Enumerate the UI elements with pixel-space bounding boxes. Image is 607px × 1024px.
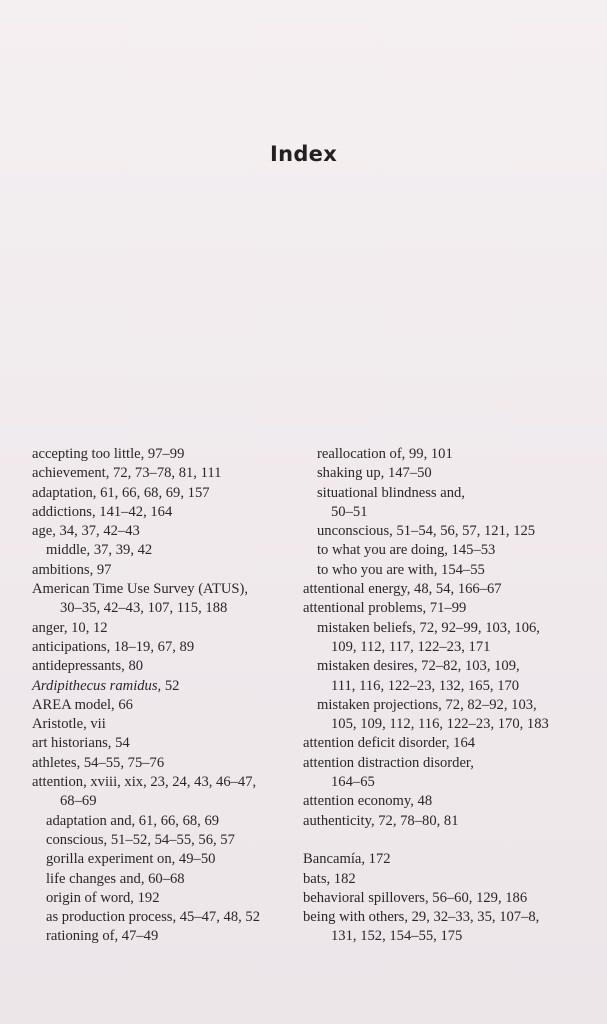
index-entry-text: Aristotle, vii <box>32 716 106 733</box>
index-entry-text: accepting too little, 97–99 <box>32 446 185 462</box>
index-entry-text: attention, xviii, xix, 23, 24, 43, 46–47, <box>32 774 257 791</box>
index-entry <box>303 541 583 560</box>
index-entry-text: life changes and, 60–68 <box>46 870 185 887</box>
index-entry-text: authenticity, 72, 78–80, 81 <box>303 812 459 829</box>
index-entry <box>32 484 294 503</box>
index-entry <box>32 599 294 618</box>
index-entry <box>303 927 583 946</box>
index-entry <box>32 850 294 869</box>
index-entry <box>32 812 294 831</box>
index-entry <box>32 889 294 908</box>
index-entry <box>32 831 294 850</box>
index-entry-text: rationing of, 47–49 <box>46 928 159 945</box>
index-entry-text: antidepressants, 80 <box>32 658 144 675</box>
index-entry <box>303 580 583 599</box>
index-entry-text: American Time Use Survey (ATUS), <box>32 581 249 598</box>
index-entry <box>303 599 583 618</box>
index-entry-text: addictions, 141–42, 164 <box>32 503 173 520</box>
index-entry <box>32 715 294 734</box>
index-entry-text: situational blindness and, <box>317 484 465 501</box>
index-entry-text: adaptation, 61, 66, 68, 69, 157 <box>32 484 210 501</box>
index-entry-text: 164–65 <box>331 774 375 791</box>
index-entry-text: attention deficit disorder, 164 <box>303 735 476 752</box>
index-entry-text: attentional energy, 48, 54, 166–67 <box>303 581 502 598</box>
index-entry-text: 105, 109, 112, 116, 122–23, 170, 183 <box>331 716 549 733</box>
index-entry-text: behavioral spillovers, 56–60, 129, 186 <box>303 889 528 906</box>
index-entry <box>32 927 294 946</box>
index-entry <box>32 638 294 657</box>
index-entry <box>32 773 294 792</box>
index-entry-text: attentional problems, 71–99 <box>303 600 467 617</box>
index-entry-text: art historians, 54 <box>32 735 130 752</box>
index-entry-text: anger, 10, 12 <box>32 619 108 636</box>
index-entry <box>303 773 583 792</box>
index-entry <box>303 908 583 927</box>
index-entry <box>303 850 583 869</box>
index-entry-text: gorilla experiment on, 49–50 <box>46 851 216 868</box>
index-entry <box>303 484 583 503</box>
index-entry-text: to what you are doing, 145–53 <box>317 542 496 559</box>
index-entry <box>32 677 294 696</box>
index-column-right <box>303 445 583 947</box>
index-entry <box>303 445 583 464</box>
index-entry <box>303 812 583 831</box>
index-entry-text: reallocation of, 99, 101 <box>317 446 453 462</box>
index-entry-text: adaptation and, 61, 66, 68, 69 <box>46 812 220 829</box>
index-entry-text: being with others, 29, 32–33, 35, 107–8, <box>303 909 540 926</box>
index-entry <box>32 580 294 599</box>
index-entry <box>32 734 294 753</box>
index-entry-text: AREA model, 66 <box>32 696 133 713</box>
index-entry <box>32 445 294 464</box>
index-entry-text: mistaken desires, 72–82, 103, 109, <box>317 658 520 675</box>
index-entry-text: ambitions, 97 <box>32 561 112 578</box>
index-entry <box>303 715 583 734</box>
index-entry <box>303 503 583 522</box>
index-entry <box>303 792 583 811</box>
index-entry-text: as production process, 45–47, 48, 52 <box>46 909 261 926</box>
index-entry-text: middle, 37, 39, 42 <box>46 542 153 559</box>
index-entry-text: shaking up, 147–50 <box>317 465 432 482</box>
index-entry <box>303 561 583 580</box>
index-entry <box>32 908 294 927</box>
index-entry-text: 30–35, 42–43, 107, 115, 188 <box>60 600 228 617</box>
index-entry <box>303 734 583 753</box>
index-entry-text: 111, 116, 122–23, 132, 165, 170 <box>331 677 520 694</box>
index-entry <box>303 619 583 638</box>
index-entry-text: origin of word, 192 <box>46 889 160 906</box>
index-entry-text: to who you are with, 154–55 <box>317 561 485 578</box>
index-entry-pages: , 52 <box>157 677 180 694</box>
index-column-left <box>32 445 294 947</box>
index-entry-text: attention distraction disorder, <box>303 754 474 771</box>
index-entry-text: Bancamía, 172 <box>303 851 391 868</box>
index-entry <box>303 870 583 889</box>
index-entry <box>32 464 294 483</box>
index-entry-text: athletes, 54–55, 75–76 <box>32 754 165 771</box>
index-entry <box>32 696 294 715</box>
index-entry-text: 109, 112, 117, 122–23, 171 <box>331 638 491 655</box>
index-entry-text: conscious, 51–52, 54–55, 56, 57 <box>46 831 235 848</box>
index-entry-text: mistaken beliefs, 72, 92–99, 103, 106, <box>317 619 540 636</box>
index-entry <box>303 464 583 483</box>
index-entry <box>303 522 583 541</box>
index-entry-text: 131, 152, 154–55, 175 <box>331 928 463 945</box>
index-entry-text: unconscious, 51–54, 56, 57, 121, 125 <box>317 523 536 540</box>
index-entry <box>32 561 294 580</box>
index-entry <box>32 522 294 541</box>
index-entry <box>32 619 294 638</box>
page-title: Index <box>269 142 338 166</box>
index-entry-text: Ardipithecus ramidus <box>32 677 158 694</box>
index-entry <box>303 638 583 657</box>
index-entry <box>32 792 294 811</box>
index-entry <box>303 657 583 676</box>
index-entry <box>32 503 294 522</box>
index-entry-text: 68–69 <box>60 793 97 810</box>
index-entry-text: age, 34, 37, 42–43 <box>32 523 140 540</box>
index-entry <box>32 657 294 676</box>
index-spacer <box>303 831 583 850</box>
index-entry <box>303 754 583 773</box>
index-entry-text: anticipations, 18–19, 67, 89 <box>32 638 195 655</box>
index-entry-text: mistaken projections, 72, 82–92, 103, <box>317 696 537 713</box>
index-entry <box>32 754 294 773</box>
index-entry-text: bats, 182 <box>303 870 356 887</box>
index-entry <box>32 870 294 889</box>
index-entry <box>303 889 583 908</box>
index-entry-text: attention economy, 48 <box>303 793 433 810</box>
index-entry <box>303 677 583 696</box>
index-entry <box>32 541 294 560</box>
index-entry-text: achievement, 72, 73–78, 81, 111 <box>32 465 222 482</box>
index-entry <box>303 696 583 715</box>
index-entry-text: 50–51 <box>331 503 368 520</box>
